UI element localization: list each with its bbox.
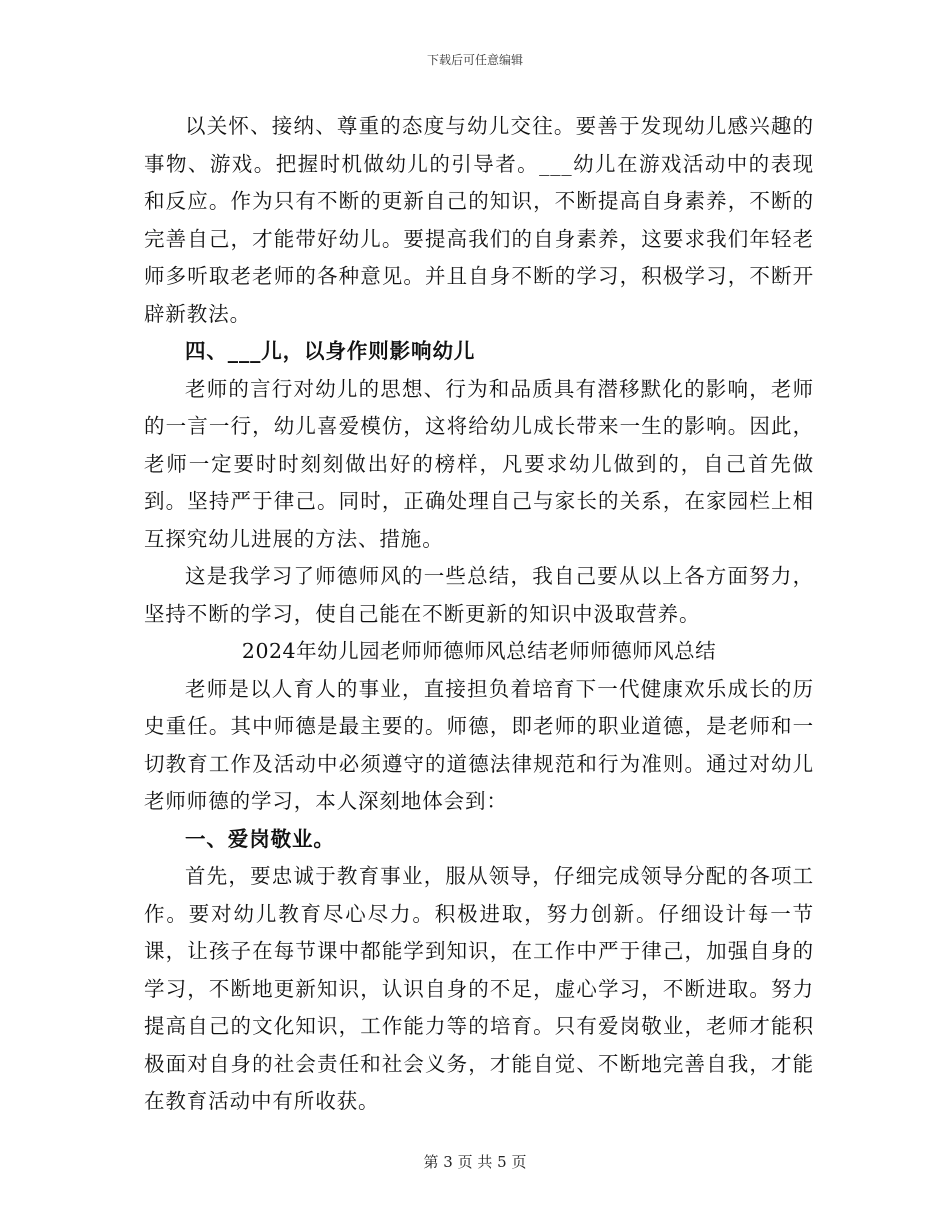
section-heading: 一、爱岗敬业。 [185, 826, 335, 851]
paragraph: 老师的言行对幼儿的思想、行为和品质具有潜移默化的影响，老师的一言一行，幼儿喜爱模仿，这将给幼儿成长带来一生的影响。因此，老师一定要时时刻刻做出好的榜样，凡要求幼儿做到的，自己首先做到。坚持严于律己。同时，正确处理自己与家长的关系，在家园栏上相互探究幼儿进展的方法、措施。 [144, 376, 814, 551]
document-title: 2024年幼儿园老师师德师风总结老师师德师风总结 [241, 639, 717, 663]
paragraph: 老师是以人育人的事业，直接担负着培育下一代健康欢乐成长的历史重任。其中师德是最主要的。师德，即老师的职业道德，是老师和一切教育工作及活动中必须遵守的道德法律规范和行为准则。通过对幼儿老师师德的学习，本人深刻地体会到： [144, 676, 814, 813]
paragraph: 首先，要忠诚于教育事业，服从领导，仔细完成领导分配的各项工作。要对幼儿教育尽心尽力。积极进取，努力创新。仔细设计每一节课，让孩子在每节课中都能学到知识，在工作中严于律己，加强自身的学习，不断地更新知识，认识自身的不足，虚心学习，不断进取。努力提高自己的文化知识，工作能力等的培育。只有爱岗敬业，老师才能积极面对自身的社会责任和社会义务，才能自觉、不断地完善自我，才能在教育活动中有所收获。 [144, 864, 814, 1113]
page-header: 下载后可任意编辑 [426, 53, 523, 67]
paragraph: 这是我学习了师德师风的一些总结，我自己要从以上各方面努力，坚持不断的学习，使自己能在不断更新的知识中汲取营养。 [144, 564, 814, 626]
document-body [144, 108, 814, 1121]
paragraph: 以关怀、接纳、尊重的态度与幼儿交往。要善于发现幼儿感兴趣的事物、游戏。把握时机做幼儿的引导者。___幼儿在游戏活动中的表现和反应。作为只有不断的更新自己的知识，不断提高自身素养，不断的完善自己，才能带好幼儿。要提高我们的自身素养，这要求我们年轻老师多听取老老师的各种意见。并且自身不断的学习，积极学习，不断开辟新教法。 [144, 114, 814, 326]
page-number: 第 3 页 共 5 页 [423, 1153, 527, 1171]
section-heading: 四、___儿，以身作则影响幼儿 [185, 339, 476, 363]
